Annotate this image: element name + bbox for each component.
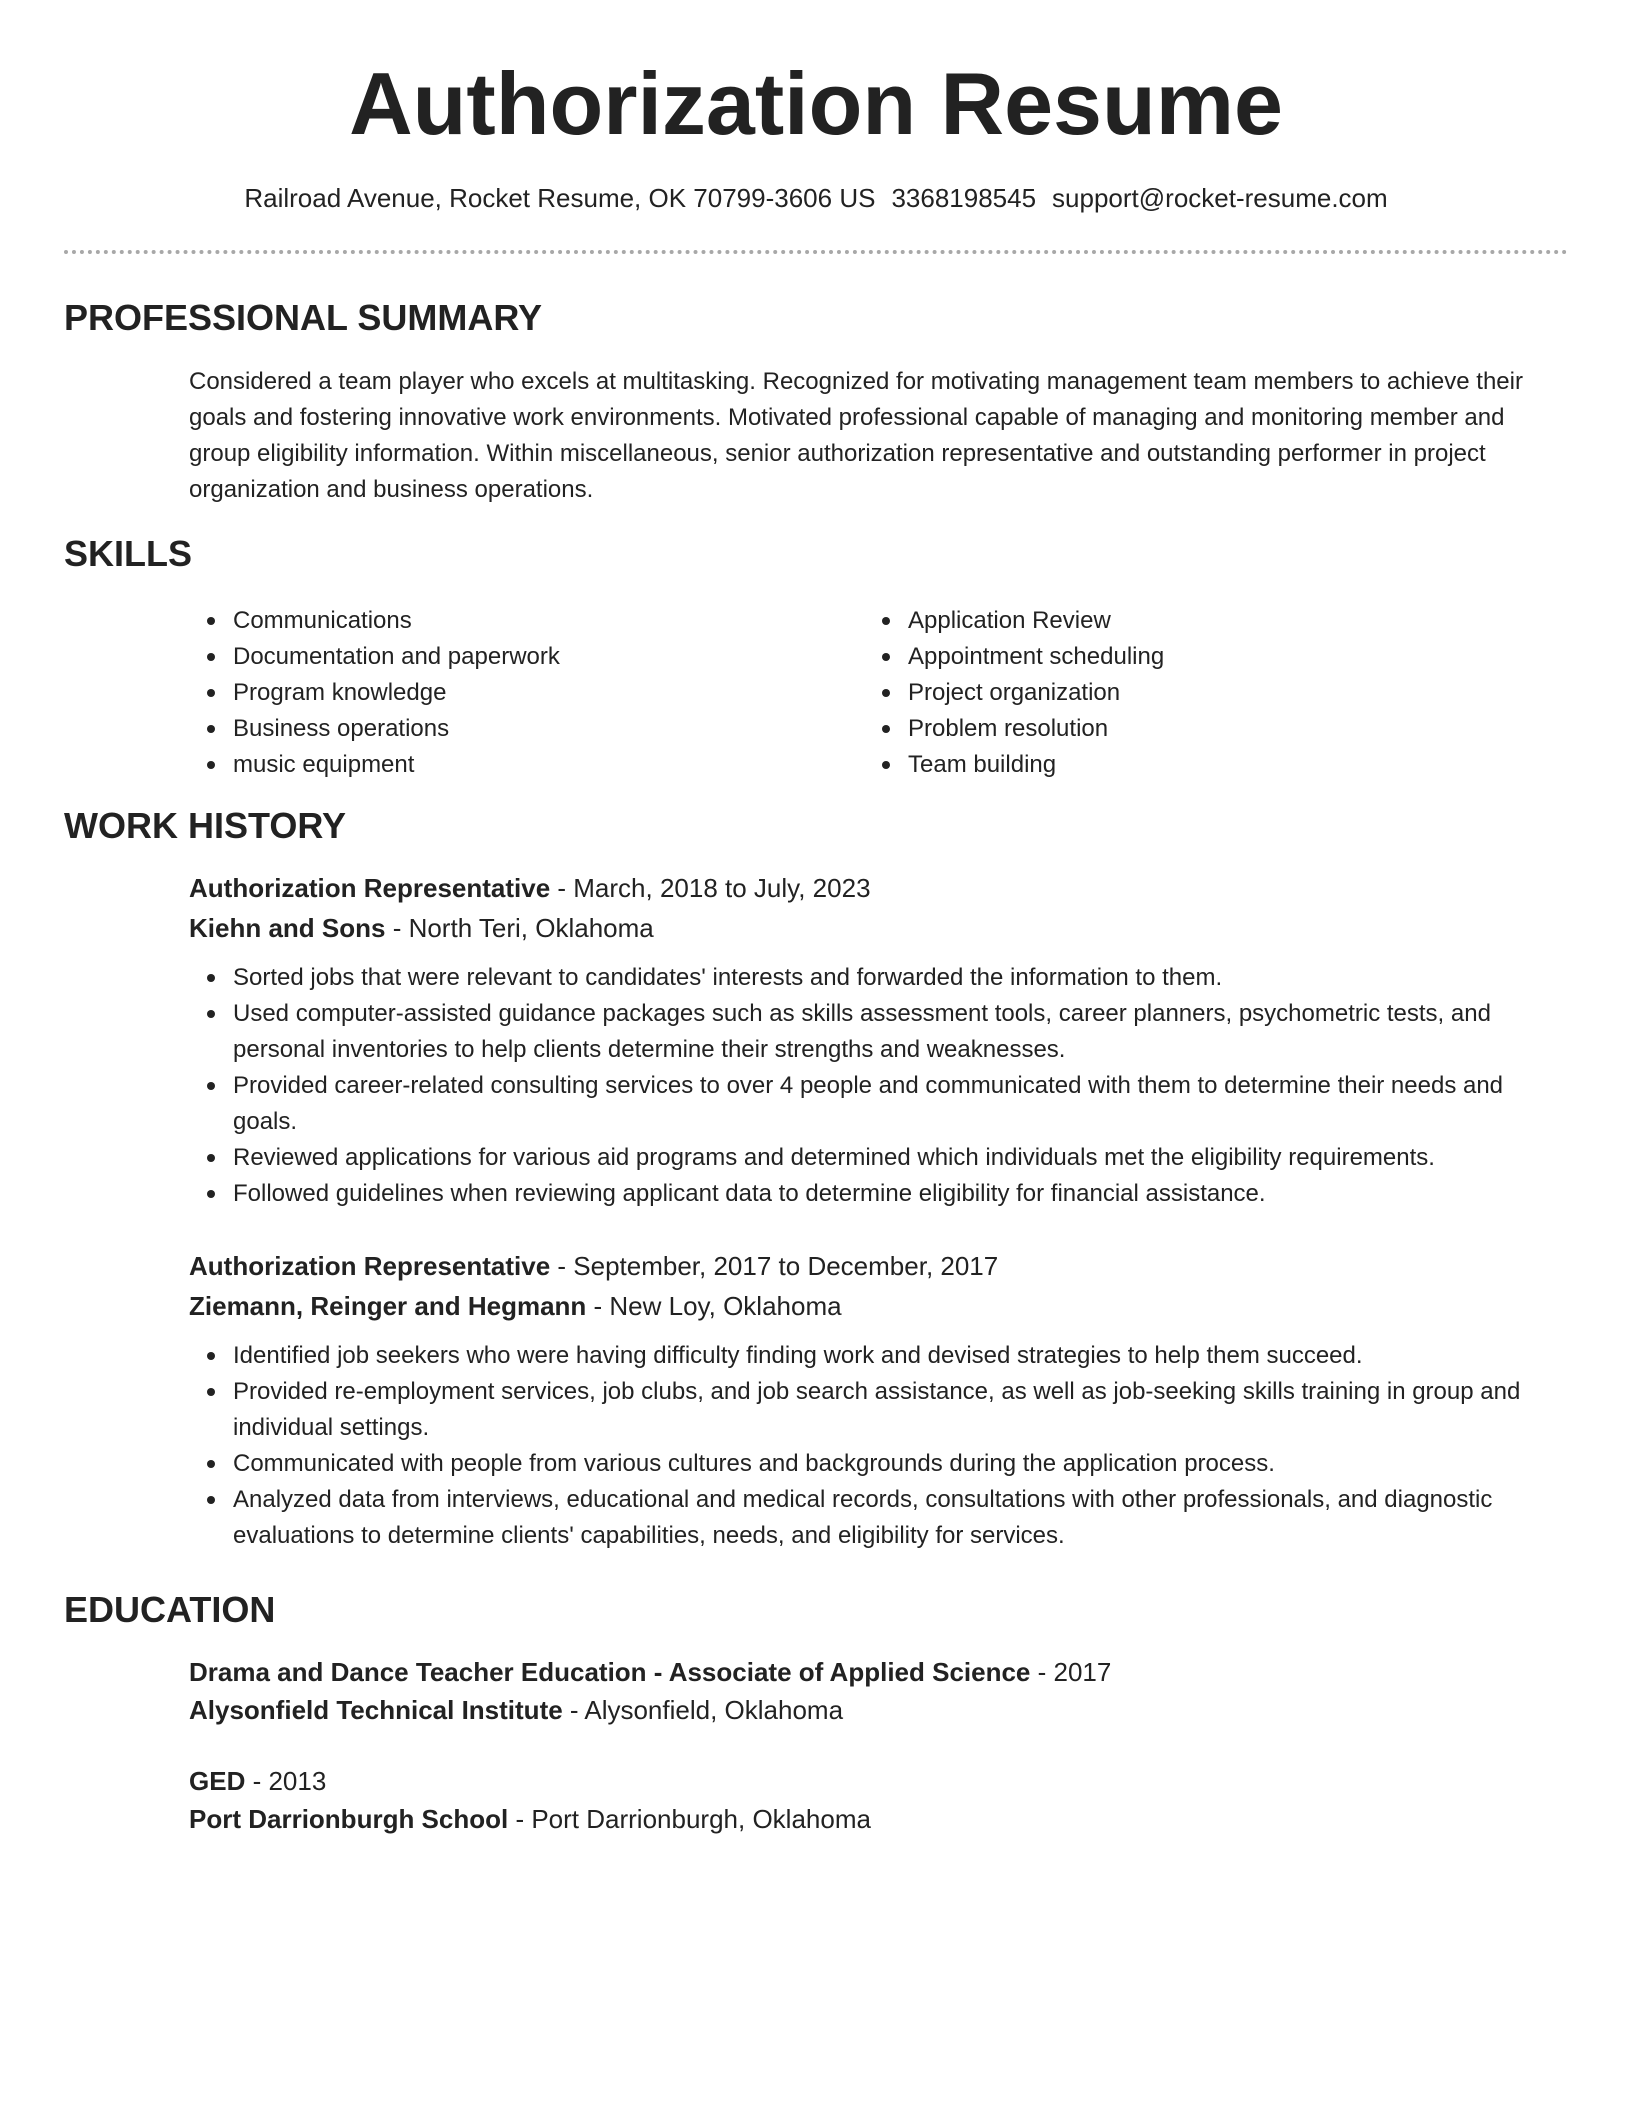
education-entry <box>189 1653 1569 1729</box>
job-duty: Provided career-related consulting services to over 4 people and communicated with them to determine their needs and goals. <box>189 1068 1569 1140</box>
education-entry <box>189 1762 1569 1838</box>
education-degree: Drama and Dance Teacher Education - Associate of Applied Science <box>189 1657 1031 1687</box>
education-year: - 2017 <box>1030 1657 1112 1687</box>
contact-line <box>0 180 1632 216</box>
section-title-skills: SKILLS <box>64 533 193 574</box>
contact-address: Railroad Avenue, Rocket Resume, OK 70799-3606 US <box>244 183 876 213</box>
skills-list-left <box>189 603 849 783</box>
job-duty: Sorted jobs that were relevant to candidates' interests and forwarded the information to them. <box>189 960 1569 996</box>
job-company: Ziemann, Reinger and Hegmann <box>189 1291 587 1321</box>
skill-item: Communications <box>189 603 849 639</box>
education-location: - Port Darrionburgh, Oklahoma <box>508 1804 871 1834</box>
job-location: - New Loy, Oklahoma <box>586 1291 842 1321</box>
skill-item: Business operations <box>189 711 849 747</box>
skill-item: Problem resolution <box>864 711 1524 747</box>
job-location: - North Teri, Oklahoma <box>385 913 654 943</box>
job-dates: - March, 2018 to July, 2023 <box>550 873 871 903</box>
section-title-summary: PROFESSIONAL SUMMARY <box>64 297 543 338</box>
contact-email: support@rocket-resume.com <box>1052 183 1388 213</box>
job-role: Authorization Representative <box>189 873 551 903</box>
job-duties <box>189 960 1569 1212</box>
job-company: Kiehn and Sons <box>189 913 386 943</box>
education-school: Alysonfield Technical Institute <box>189 1695 563 1725</box>
job-duty: Used computer-assisted guidance packages such as skills assessment tools, career planners, psychometric tests, and personal inventories to help clients determine their strengths and weaknesses. <box>189 996 1569 1068</box>
job-duty: Communicated with people from various cultures and backgrounds during the application process. <box>189 1446 1569 1482</box>
header-divider <box>64 250 1568 254</box>
job-duty: Reviewed applications for various aid programs and determined which individuals met the eligibility requirements. <box>189 1140 1569 1176</box>
education-degree: GED <box>189 1766 246 1796</box>
job-entry <box>189 1246 1569 1554</box>
skill-item: Documentation and paperwork <box>189 639 849 675</box>
job-company-line <box>189 908 1569 948</box>
job-title-line <box>189 1246 1569 1286</box>
job-duties <box>189 1338 1569 1554</box>
section-title-work: WORK HISTORY <box>64 805 347 846</box>
skill-item: Team building <box>864 747 1524 783</box>
education-school: Port Darrionburgh School <box>189 1804 509 1834</box>
skill-item: Program knowledge <box>189 675 849 711</box>
job-title-line <box>189 868 1569 908</box>
job-dates: - September, 2017 to December, 2017 <box>550 1251 999 1281</box>
job-duty: Provided re-employment services, job clubs, and job search assistance, as well as job-seeking skills training in group and individual settings. <box>189 1374 1569 1446</box>
skill-item: music equipment <box>189 747 849 783</box>
job-role: Authorization Representative <box>189 1251 551 1281</box>
job-duty: Identified job seekers who were having difficulty finding work and devised strategies to help them succeed. <box>189 1338 1569 1374</box>
education-year: - 2013 <box>245 1766 327 1796</box>
resume-name: Authorization Resume <box>349 54 1283 153</box>
skill-item: Appointment scheduling <box>864 639 1524 675</box>
section-title-education: EDUCATION <box>64 1589 276 1630</box>
job-duty: Analyzed data from interviews, educational and medical records, consultations with other professionals, and diagnostic evaluations to determine clients' capabilities, needs, and eligibility for services. <box>189 1482 1569 1554</box>
skill-item: Project organization <box>864 675 1524 711</box>
skills-list-right <box>864 603 1524 783</box>
education-school-line <box>189 1691 1569 1729</box>
education-degree-line <box>189 1762 1569 1800</box>
summary-text: Considered a team player who excels at multitasking. Recognized for motivating management team members to achieve their goals and fostering innovative work environments. Motivated professional capable of managing and monitoring member and group eligibility information. Within miscellaneous, senior authorization representative and outstanding performer in project organization and business operations. <box>189 368 1523 503</box>
education-degree-line <box>189 1653 1569 1691</box>
contact-phone: 3368198545 <box>891 183 1037 213</box>
job-duty: Followed guidelines when reviewing applicant data to determine eligibility for financial assistance. <box>189 1176 1569 1212</box>
job-company-line <box>189 1286 1569 1326</box>
job-entry <box>189 868 1569 1212</box>
skill-item: Application Review <box>864 603 1524 639</box>
education-school-line <box>189 1800 1569 1838</box>
education-location: - Alysonfield, Oklahoma <box>562 1695 844 1725</box>
